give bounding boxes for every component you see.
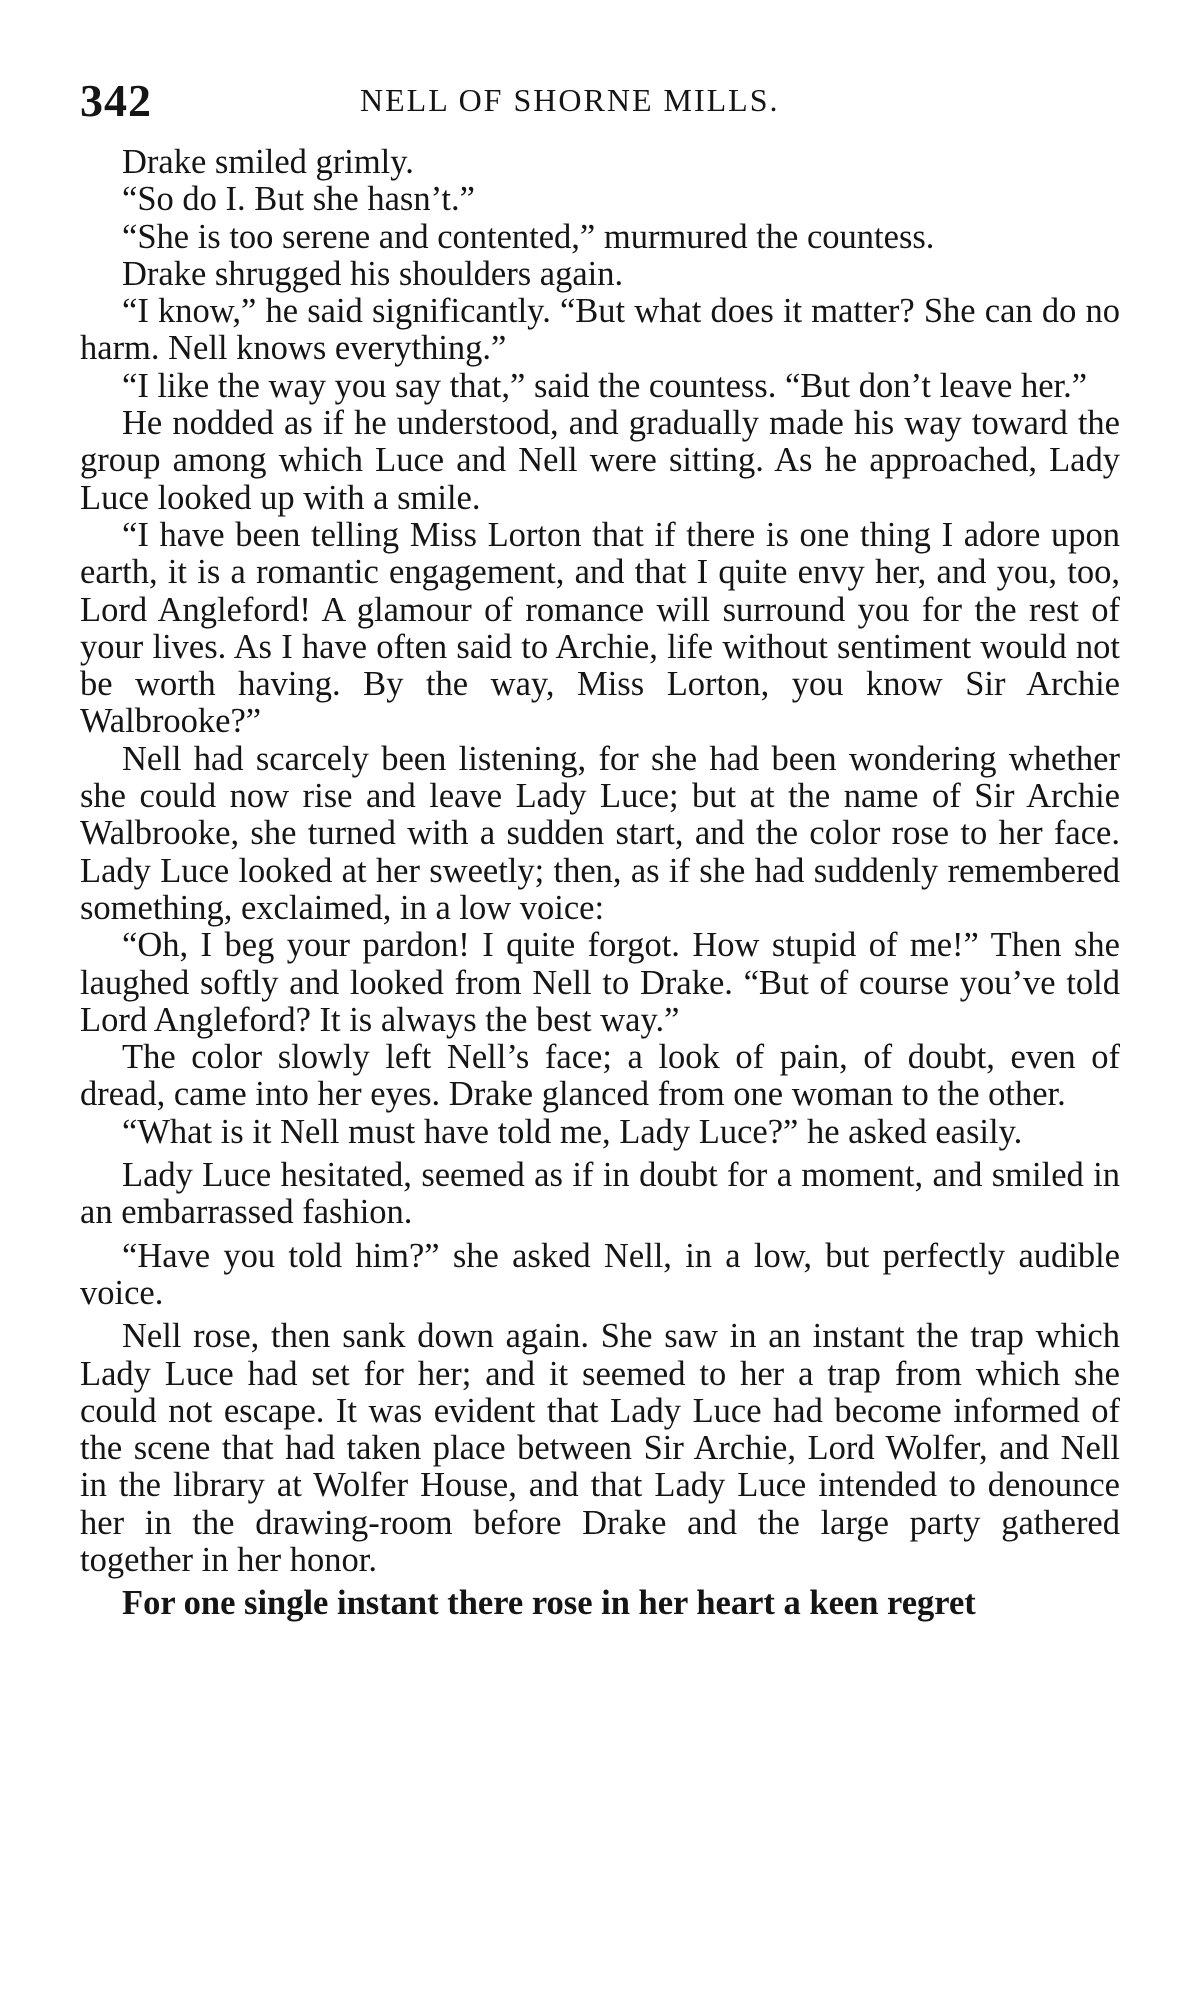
paragraph: “She is too serene and contented,” murmured the countess. bbox=[122, 217, 935, 256]
paragraph: “Oh, I beg your pardon! I quite forgot. How stupid of me!” Then she laughed softly and looked from Nell to Drake. “But of course you’ve told Lord Angleford? It is always the best way.” bbox=[80, 926, 1120, 1039]
paragraph: Lady Luce hesitated, seemed as if in doubt for a moment, and smiled in an embarrassed fashion. bbox=[80, 1156, 1120, 1232]
page-header bbox=[80, 60, 1120, 130]
page-number: 342 bbox=[80, 75, 152, 126]
paragraph: For one single instant there rose in her heart a keen regret bbox=[122, 1584, 976, 1623]
paragraph: “Have you told him?” she asked Nell, in a low, but perfectly audible voice. bbox=[80, 1236, 1120, 1312]
paragraph: “What is it Nell must have told me, Lady Luce?” he asked easily. bbox=[122, 1112, 1023, 1151]
paragraph: The color slowly left Nell’s face; a look of pain, of doubt, even of dread, came into her eyes. Drake glanced from one woman to the other. bbox=[80, 1038, 1120, 1114]
paragraph: Nell had scarcely been listening, for she had been wondering whether she could now rise and leave Lady Luce; but at the name of Sir Archie Walbrooke, she turned with a sudden start, and the color rose to her face. Lady Luce looked at her sweetly; then, as if she had suddenly remembered something, exclaimed, in a low voice: bbox=[80, 739, 1120, 927]
paragraph: He nodded as if he understood, and gradually made his way toward the group among which Luce and Nell were sitting. As he approached, Lady Luce looked up with a smile. bbox=[80, 404, 1120, 517]
paragraph: Drake smiled grimly. bbox=[122, 143, 414, 181]
book-page bbox=[80, 60, 1120, 1623]
paragraph: “So do I. But she hasn’t.” bbox=[122, 180, 475, 219]
paragraph: “I know,” he said significantly. “But what does it matter? She can do no harm. Nell knows everything.” bbox=[80, 292, 1120, 368]
paragraph: Drake shrugged his shoulders again. bbox=[122, 254, 624, 293]
body-text bbox=[80, 144, 1120, 1623]
paragraph: “I have been telling Miss Lorton that if there is one thing I adore upon earth, it is a romantic engagement, and that I quite envy her, and you, too, Lord Angleford! A glamour of romance will surround you for the rest of your lives. As I have often said to Archie, life without sentiment would not be worth having. By the way, Miss Lorton, you know Sir Archie Walbrooke?” bbox=[80, 515, 1120, 741]
running-title: NELL OF SHORNE MILLS. bbox=[360, 82, 780, 118]
paragraph: “I like the way you say that,” said the countess. “But don’t leave her.” bbox=[122, 366, 1088, 405]
paragraph: Nell rose, then sank down again. She saw in an instant the trap which Lady Luce had set for her; and it seemed to her a trap from which she could not escape. It was evident that Lady Luce had become informed of the scene that had taken place between Sir Archie, Lord Wolfer, and Nell in the library at Wolfer House, and that Lady Luce intended to denounce her in the drawing-room before Drake and the large party gathered together in her honor. bbox=[80, 1317, 1120, 1579]
